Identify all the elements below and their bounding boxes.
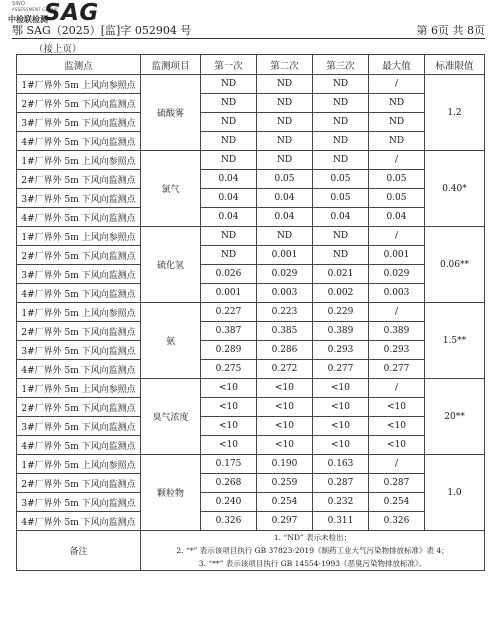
cell-third-value: 0.232 [313, 493, 369, 512]
table-row [17, 512, 485, 531]
cell-second-value: ND [257, 151, 313, 170]
cell-monitoring-item: 硫酸雾 [141, 75, 201, 151]
cell-second-value: ND [257, 94, 313, 113]
cell-third-value: <10 [313, 398, 369, 417]
cell-max-value: 0.277 [369, 360, 425, 379]
cell-monitoring-point: 2#厂界外 5m 下风向监测点 [17, 322, 141, 341]
cell-first-value: ND [201, 246, 257, 265]
cell-first-value: <10 [201, 398, 257, 417]
cell-second-value: 0.259 [257, 474, 313, 493]
cell-max-value: ND [369, 94, 425, 113]
cell-third-value: 0.05 [313, 170, 369, 189]
cell-first-value: ND [201, 151, 257, 170]
cell-max-value: 0.04 [369, 208, 425, 227]
cell-third-value: 0.163 [313, 455, 369, 474]
cell-monitoring-point: 4#厂界外 5m 下风向监测点 [17, 132, 141, 151]
notes-cell [141, 531, 485, 571]
cell-first-value: <10 [201, 436, 257, 455]
cell-monitoring-point: 3#厂界外 5m 下风向监测点 [17, 113, 141, 132]
cell-second-value: 0.003 [257, 284, 313, 303]
cell-second-value: 0.385 [257, 322, 313, 341]
cell-max-value: 0.05 [369, 170, 425, 189]
cell-monitoring-point: 1#厂界外 5m 上风向参照点 [17, 227, 141, 246]
cell-max-value: ND [369, 132, 425, 151]
cell-max-value: / [369, 379, 425, 398]
cell-second-value: 0.05 [257, 170, 313, 189]
header-first: 第一次 [201, 55, 257, 75]
cell-first-value: ND [201, 94, 257, 113]
cell-monitoring-point: 1#厂界外 5m 上风向参照点 [17, 151, 141, 170]
page-number: 第 6页 共 8页 [416, 24, 485, 37]
logo-sag: SAG [44, 0, 99, 26]
cell-first-value: 0.268 [201, 474, 257, 493]
cell-third-value: ND [313, 113, 369, 132]
cell-third-value: 0.293 [313, 341, 369, 360]
cell-second-value: ND [257, 132, 313, 151]
cell-third-value: <10 [313, 436, 369, 455]
table-row [17, 398, 485, 417]
cell-first-value: 0.240 [201, 493, 257, 512]
cell-third-value: ND [313, 132, 369, 151]
cell-third-value: 0.277 [313, 360, 369, 379]
cell-monitoring-point: 1#厂界外 5m 上风向参照点 [17, 455, 141, 474]
cell-first-value: 0.275 [201, 360, 257, 379]
cell-third-value: <10 [313, 379, 369, 398]
cell-first-value: <10 [201, 417, 257, 436]
cell-first-value: ND [201, 227, 257, 246]
cell-standard-limit: 1.2 [425, 75, 485, 151]
cell-monitoring-point: 3#厂界外 5m 下风向监测点 [17, 341, 141, 360]
monitoring-results-table [16, 54, 485, 571]
logo-cn-text: 中检联检测 [8, 15, 48, 24]
cell-standard-limit: 20** [425, 379, 485, 455]
logo-en-line2: ASSESSMENT GROUP [12, 7, 58, 12]
table-row [17, 75, 485, 94]
cell-second-value: 0.190 [257, 455, 313, 474]
cell-monitoring-point: 4#厂界外 5m 下风向监测点 [17, 360, 141, 379]
table-row [17, 341, 485, 360]
cell-monitoring-point: 2#厂界外 5m 下风向监测点 [17, 170, 141, 189]
table-row [17, 322, 485, 341]
cell-first-value: ND [201, 113, 257, 132]
cell-second-value: 0.04 [257, 189, 313, 208]
cell-max-value: 0.389 [369, 322, 425, 341]
cell-monitoring-point: 3#厂界外 5m 下风向监测点 [17, 417, 141, 436]
cell-monitoring-point: 4#厂界外 5m 下风向监测点 [17, 436, 141, 455]
cell-max-value: / [369, 227, 425, 246]
cell-first-value: 0.387 [201, 322, 257, 341]
cell-max-value: 0.05 [369, 189, 425, 208]
table-body [17, 75, 485, 531]
cell-max-value: <10 [369, 398, 425, 417]
table-header-row [17, 55, 485, 75]
cell-third-value: 0.229 [313, 303, 369, 322]
cell-monitoring-item: 氨 [141, 303, 201, 379]
table-row [17, 265, 485, 284]
table-row [17, 417, 485, 436]
cell-first-value: 0.026 [201, 265, 257, 284]
cell-max-value: <10 [369, 417, 425, 436]
cell-max-value: / [369, 75, 425, 94]
cell-monitoring-point: 2#厂界外 5m 下风向监测点 [17, 398, 141, 417]
table-row [17, 227, 485, 246]
cell-first-value: 0.326 [201, 512, 257, 531]
cell-second-value: 0.223 [257, 303, 313, 322]
cell-third-value: 0.002 [313, 284, 369, 303]
cell-monitoring-point: 1#厂界外 5m 上风向参照点 [17, 379, 141, 398]
cell-monitoring-point: 2#厂界外 5m 下风向监测点 [17, 94, 141, 113]
cell-standard-limit: 0.40* [425, 151, 485, 227]
cell-third-value: 0.04 [313, 208, 369, 227]
table-row [17, 94, 485, 113]
cell-second-value: <10 [257, 436, 313, 455]
cell-max-value: / [369, 151, 425, 170]
cell-monitoring-item: 硫化氢 [141, 227, 201, 303]
table-row [17, 360, 485, 379]
cell-monitoring-point: 4#厂界外 5m 下风向监测点 [17, 512, 141, 531]
cell-standard-limit: 1.5** [425, 303, 485, 379]
header-point: 监测点 [17, 55, 141, 75]
cell-standard-limit: 1.0 [425, 455, 485, 531]
table-row [17, 208, 485, 227]
notes-label: 备注 [17, 531, 141, 571]
cell-monitoring-item: 臭气浓度 [141, 379, 201, 455]
cell-second-value: 0.297 [257, 512, 313, 531]
cell-max-value: 0.293 [369, 341, 425, 360]
table-row [17, 113, 485, 132]
header-second: 第二次 [257, 55, 313, 75]
table-row [17, 303, 485, 322]
cell-monitoring-point: 1#厂界外 5m 上风向参照点 [17, 75, 141, 94]
table-row [17, 246, 485, 265]
cell-monitoring-point: 4#厂界外 5m 下风向监测点 [17, 284, 141, 303]
note-2: 2. “*” 表示该项目执行 GB 37823-2019《制药工业大气污染物排放标准》表 4； [176, 546, 449, 555]
cell-first-value: <10 [201, 379, 257, 398]
cell-third-value: ND [313, 151, 369, 170]
table-row [17, 455, 485, 474]
cell-monitoring-item: 颗粒物 [141, 455, 201, 531]
cell-monitoring-point: 1#厂界外 5m 上风向参照点 [17, 303, 141, 322]
cell-max-value: <10 [369, 436, 425, 455]
cell-max-value: ND [369, 113, 425, 132]
header-item: 监测项目 [141, 55, 201, 75]
header-third: 第三次 [313, 55, 369, 75]
cell-max-value: 0.003 [369, 284, 425, 303]
table-row [17, 170, 485, 189]
cell-max-value: 0.326 [369, 512, 425, 531]
table-row [17, 379, 485, 398]
note-1: 1. “ND” 表示未检出； [273, 533, 352, 542]
cell-monitoring-point: 2#厂界外 5m 下风向监测点 [17, 474, 141, 493]
cell-second-value: ND [257, 113, 313, 132]
cell-third-value: ND [313, 75, 369, 94]
cell-third-value: 0.287 [313, 474, 369, 493]
cell-first-value: 0.04 [201, 208, 257, 227]
cell-second-value: <10 [257, 398, 313, 417]
cell-second-value: ND [257, 227, 313, 246]
cell-third-value: ND [313, 94, 369, 113]
cell-max-value: 0.254 [369, 493, 425, 512]
table-row [17, 493, 485, 512]
header-max: 最大值 [369, 55, 425, 75]
cell-monitoring-item: 氯气 [141, 151, 201, 227]
table-row [17, 474, 485, 493]
cell-first-value: 0.227 [201, 303, 257, 322]
table-row [17, 284, 485, 303]
cell-monitoring-point: 2#厂界外 5m 下风向监测点 [17, 246, 141, 265]
cell-third-value: ND [313, 227, 369, 246]
cell-first-value: 0.04 [201, 189, 257, 208]
cell-third-value: 0.021 [313, 265, 369, 284]
cell-third-value: 0.311 [313, 512, 369, 531]
cell-max-value: 0.001 [369, 246, 425, 265]
table-row [17, 189, 485, 208]
cell-second-value: ND [257, 75, 313, 94]
cell-first-value: ND [201, 75, 257, 94]
continued-label: （接上页） [34, 44, 82, 55]
cell-second-value: 0.029 [257, 265, 313, 284]
logo-en-line1: SINO [12, 1, 26, 7]
table-row [17, 436, 485, 455]
cell-max-value: 0.287 [369, 474, 425, 493]
cell-first-value: 0.001 [201, 284, 257, 303]
cell-monitoring-point: 4#厂界外 5m 下风向监测点 [17, 208, 141, 227]
cell-third-value: ND [313, 246, 369, 265]
cell-max-value: / [369, 303, 425, 322]
cell-first-value: 0.289 [201, 341, 257, 360]
cell-monitoring-point: 3#厂界外 5m 下风向监测点 [17, 493, 141, 512]
cell-first-value: 0.04 [201, 170, 257, 189]
table-row [17, 151, 485, 170]
document-number: 鄂 SAG（2025）[监]字 052904 号 [12, 24, 192, 37]
cell-second-value: 0.001 [257, 246, 313, 265]
cell-standard-limit: 0.06** [425, 227, 485, 303]
cell-second-value: 0.286 [257, 341, 313, 360]
cell-third-value: 0.389 [313, 322, 369, 341]
cell-second-value: 0.272 [257, 360, 313, 379]
cell-third-value: <10 [313, 417, 369, 436]
cell-second-value: <10 [257, 417, 313, 436]
cell-second-value: <10 [257, 379, 313, 398]
cell-third-value: 0.05 [313, 189, 369, 208]
table-row [17, 132, 485, 151]
cell-monitoring-point: 3#厂界外 5m 下风向监测点 [17, 189, 141, 208]
note-3: 3. “**” 表示该项目执行 GB 14554-1993《恶臭污染物排放标准》。 [198, 559, 427, 568]
cell-second-value: 0.04 [257, 208, 313, 227]
cell-monitoring-point: 3#厂界外 5m 下风向监测点 [17, 265, 141, 284]
cell-first-value: ND [201, 132, 257, 151]
notes-row [17, 531, 485, 571]
cell-max-value: 0.029 [369, 265, 425, 284]
header-limit: 标准限值 [425, 55, 485, 75]
header-divider [12, 38, 485, 39]
cell-first-value: 0.175 [201, 455, 257, 474]
cell-second-value: 0.254 [257, 493, 313, 512]
cell-max-value: / [369, 455, 425, 474]
